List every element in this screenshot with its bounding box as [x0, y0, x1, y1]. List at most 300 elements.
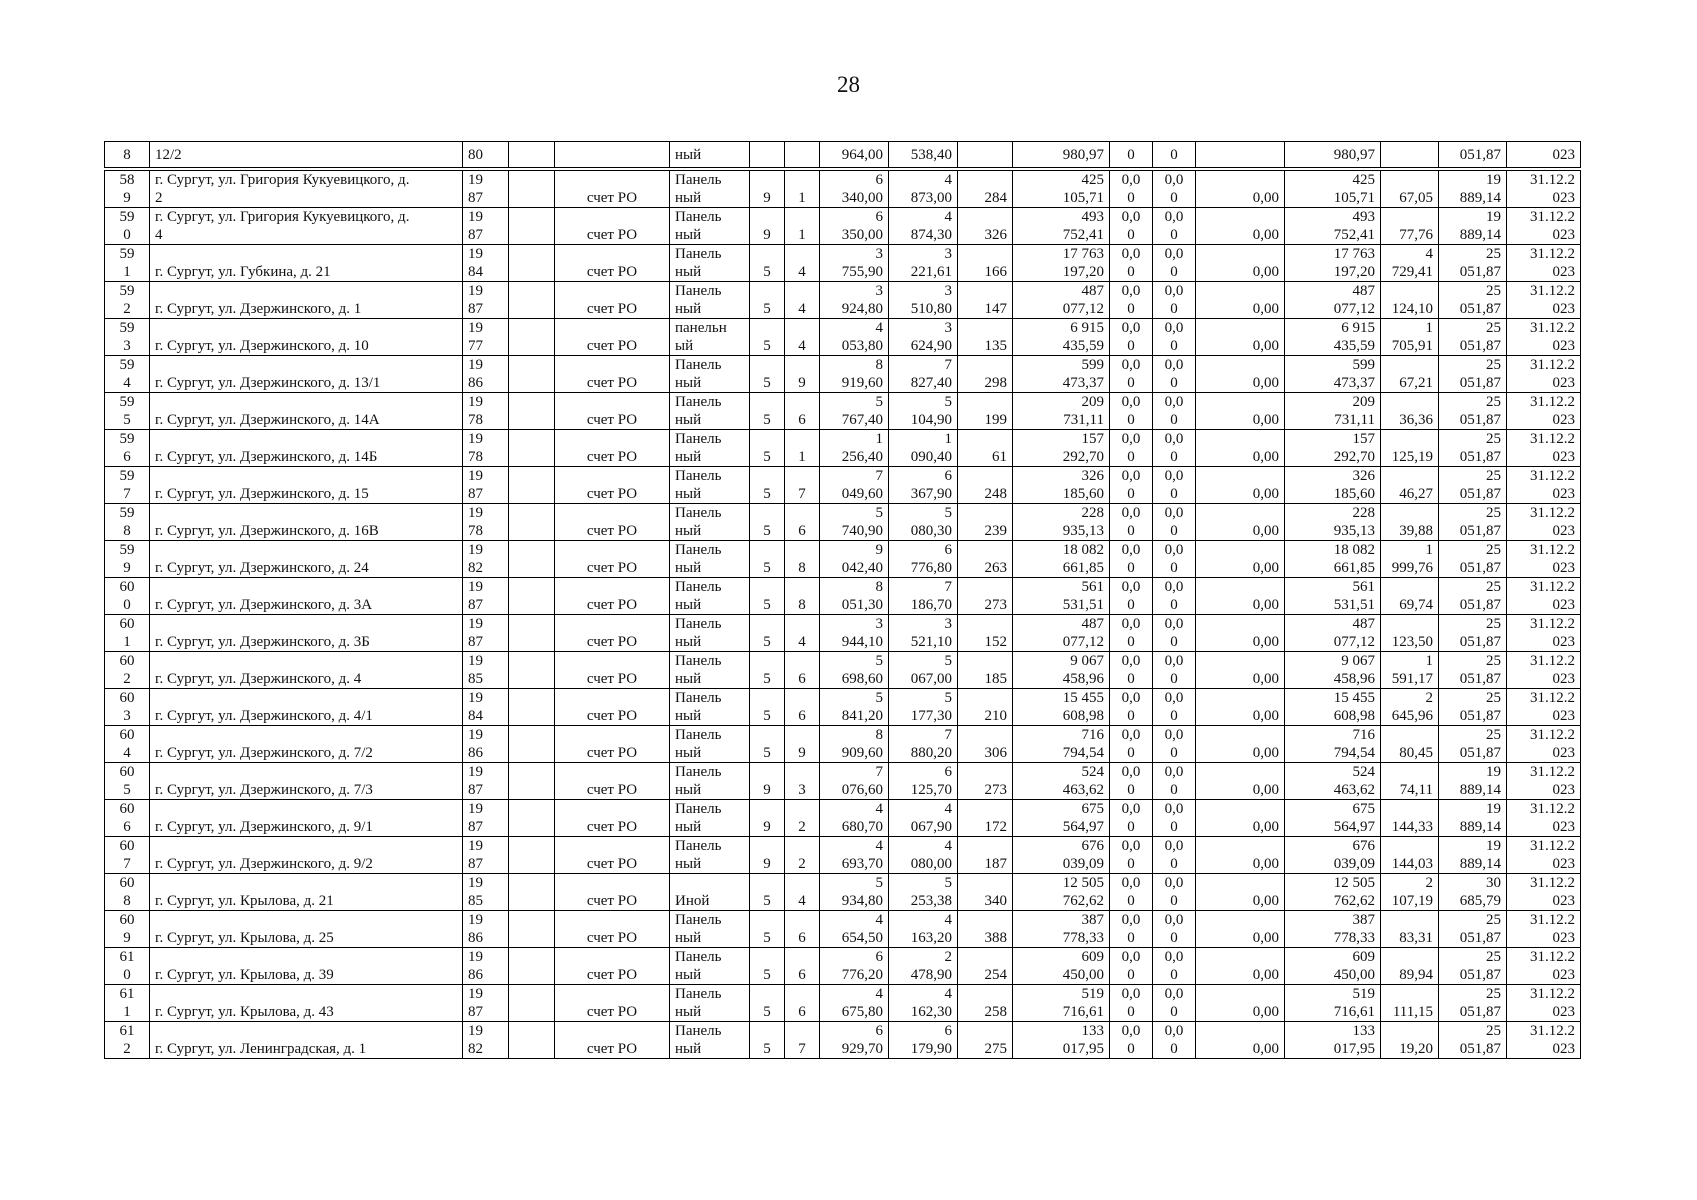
cell-address: г. Сургут, ул. Дзержинского, д. 3А	[150, 578, 463, 615]
cell-cost_owner: 980,97	[1285, 142, 1381, 168]
cell-address: г. Сургут, ул. Дзержинского, д. 14А	[150, 393, 463, 430]
cell-area_living: 5 104,90	[889, 393, 958, 430]
cell-cost_owner: 519 716,61	[1285, 985, 1381, 1022]
cell-material: Панель ный	[670, 282, 750, 319]
cell-c13: 0	[1153, 142, 1196, 168]
cell-c12: 0,0 0	[1110, 171, 1153, 208]
cell-c14: 0,00	[1196, 615, 1285, 652]
cell-area_total: 6 340,00	[820, 171, 889, 208]
table-row	[105, 467, 1581, 504]
cell-floors: 5	[750, 282, 785, 319]
cell-tariff: 25 051,87	[1439, 578, 1507, 615]
cell-deadline: 31.12.2 023	[1507, 504, 1581, 541]
cell-no: 61 2	[105, 1022, 150, 1059]
cell-material: Панель ный	[670, 504, 750, 541]
cell-deadline: 31.12.2 023	[1507, 652, 1581, 689]
cell-deadline: 31.12.2 023	[1507, 171, 1581, 208]
cell-tariff: 25 051,87	[1439, 430, 1507, 467]
cell-cost_total: 675 564,97	[1013, 800, 1110, 837]
cell-deadline: 31.12.2 023	[1507, 467, 1581, 504]
cell-year: 19 87	[463, 615, 509, 652]
cell-cost_owner: 209 731,11	[1285, 393, 1381, 430]
cell-deadline: 31.12.2 023	[1507, 800, 1581, 837]
cell-year: 19 86	[463, 356, 509, 393]
cell-material: ный	[670, 142, 750, 168]
cell-year: 19 77	[463, 319, 509, 356]
cell-floors: 5	[750, 985, 785, 1022]
cell-c14: 0,00	[1196, 208, 1285, 245]
cell-cost_per_m2: 144,03	[1381, 837, 1439, 874]
cell-cost_owner: 326 185,60	[1285, 467, 1381, 504]
cell-material: Панель ный	[670, 763, 750, 800]
cell-deadline: 023	[1507, 142, 1581, 168]
cell-floors: 5	[750, 578, 785, 615]
cell-cost_owner: 675 564,97	[1285, 800, 1381, 837]
cell-floors: 9	[750, 171, 785, 208]
cell-no: 59 0	[105, 208, 150, 245]
cell-area_total: 4 053,80	[820, 319, 889, 356]
cell-area_living: 4 874,30	[889, 208, 958, 245]
cell-entrances: 9	[785, 356, 820, 393]
cell-c14: 0,00	[1196, 874, 1285, 911]
cell-source	[555, 142, 670, 168]
cell-cost_total: 15 455 608,98	[1013, 689, 1110, 726]
cell-c3	[509, 911, 555, 948]
cell-source: счет РО	[555, 319, 670, 356]
cell-tariff: 30 685,79	[1439, 874, 1507, 911]
cell-area_total: 7 076,60	[820, 763, 889, 800]
cell-c12: 0,0 0	[1110, 948, 1153, 985]
cell-cost_owner: 133 017,95	[1285, 1022, 1381, 1059]
cell-area_living: 3 624,90	[889, 319, 958, 356]
cell-deadline: 31.12.2 023	[1507, 393, 1581, 430]
cell-floors: 5	[750, 393, 785, 430]
cell-residents: 284	[958, 171, 1013, 208]
cell-address: г. Сургут, ул. Дзержинского, д. 7/2	[150, 726, 463, 763]
cell-area_living: 6 776,80	[889, 541, 958, 578]
cell-entrances: 9	[785, 726, 820, 763]
cell-c14: 0,00	[1196, 726, 1285, 763]
cell-tariff: 25 051,87	[1439, 948, 1507, 985]
cell-source: счет РО	[555, 874, 670, 911]
cell-c12: 0,0 0	[1110, 467, 1153, 504]
cell-area_total: 5 934,80	[820, 874, 889, 911]
cell-deadline: 31.12.2 023	[1507, 615, 1581, 652]
cell-source: счет РО	[555, 615, 670, 652]
cell-cost_per_m2: 77,76	[1381, 208, 1439, 245]
cell-area_living: 5 177,30	[889, 689, 958, 726]
cell-no: 58 9	[105, 171, 150, 208]
cell-material: Панель ный	[670, 430, 750, 467]
cell-c14: 0,00	[1196, 356, 1285, 393]
cell-area_total: 7 049,60	[820, 467, 889, 504]
cell-cost_per_m2: 89,94	[1381, 948, 1439, 985]
cell-cost_total: 228 935,13	[1013, 504, 1110, 541]
cell-c14	[1196, 142, 1285, 168]
cell-year: 19 86	[463, 911, 509, 948]
cell-deadline: 31.12.2 023	[1507, 874, 1581, 911]
cell-c13: 0,0 0	[1153, 800, 1196, 837]
cell-year: 19 86	[463, 948, 509, 985]
cell-area_living: 4 162,30	[889, 985, 958, 1022]
cell-c12: 0,0 0	[1110, 837, 1153, 874]
cell-cost_owner: 15 455 608,98	[1285, 689, 1381, 726]
cell-residents: 273	[958, 578, 1013, 615]
cell-material: Панель ный	[670, 171, 750, 208]
cell-floors	[750, 142, 785, 168]
cell-source: счет РО	[555, 393, 670, 430]
cell-no: 60 2	[105, 652, 150, 689]
cell-c12: 0,0 0	[1110, 874, 1153, 911]
cell-entrances: 2	[785, 837, 820, 874]
cell-address: г. Сургут, ул. Дзержинского, д. 10	[150, 319, 463, 356]
cell-area_total: 4 693,70	[820, 837, 889, 874]
cell-c13: 0,0 0	[1153, 874, 1196, 911]
cell-source: счет РО	[555, 985, 670, 1022]
cell-material: Панель ный	[670, 985, 750, 1022]
cell-area_total: 5 841,20	[820, 689, 889, 726]
table-row	[105, 874, 1581, 911]
cell-c12: 0,0 0	[1110, 430, 1153, 467]
cell-entrances	[785, 142, 820, 168]
cell-floors: 5	[750, 356, 785, 393]
table-row	[105, 911, 1581, 948]
cell-cost_total: 524 463,62	[1013, 763, 1110, 800]
cell-tariff: 25 051,87	[1439, 504, 1507, 541]
cell-residents: 187	[958, 837, 1013, 874]
cell-address: г. Сургут, ул. Крылова, д. 21	[150, 874, 463, 911]
cell-entrances: 1	[785, 208, 820, 245]
cell-area_total: 3 924,80	[820, 282, 889, 319]
cell-entrances: 8	[785, 578, 820, 615]
cell-entrances: 7	[785, 1022, 820, 1059]
cell-c14: 0,00	[1196, 689, 1285, 726]
cell-c13: 0,0 0	[1153, 393, 1196, 430]
cell-area_living: 6 367,90	[889, 467, 958, 504]
cell-cost_per_m2: 67,05	[1381, 171, 1439, 208]
cell-year: 19 85	[463, 652, 509, 689]
cell-c14: 0,00	[1196, 319, 1285, 356]
cell-tariff: 25 051,87	[1439, 319, 1507, 356]
cell-cost_total: 676 039,09	[1013, 837, 1110, 874]
cell-c12: 0,0 0	[1110, 504, 1153, 541]
cell-area_total: 5 767,40	[820, 393, 889, 430]
cell-entrances: 6	[785, 652, 820, 689]
cell-tariff: 25 051,87	[1439, 726, 1507, 763]
cell-c12: 0,0 0	[1110, 282, 1153, 319]
cell-c3	[509, 874, 555, 911]
cell-source: счет РО	[555, 282, 670, 319]
cell-c14: 0,00	[1196, 430, 1285, 467]
cell-cost_per_m2: 74,11	[1381, 763, 1439, 800]
cell-c14: 0,00	[1196, 652, 1285, 689]
cell-cost_per_m2: 1 591,17	[1381, 652, 1439, 689]
cell-c13: 0,0 0	[1153, 541, 1196, 578]
cell-residents: 152	[958, 615, 1013, 652]
cell-c13: 0,0 0	[1153, 171, 1196, 208]
cell-area_total: 4 675,80	[820, 985, 889, 1022]
cell-cost_owner: 6 915 435,59	[1285, 319, 1381, 356]
cell-c13: 0,0 0	[1153, 467, 1196, 504]
cell-area_living: 7 827,40	[889, 356, 958, 393]
cell-deadline: 31.12.2 023	[1507, 319, 1581, 356]
cell-area_total: 8 919,60	[820, 356, 889, 393]
cell-c3	[509, 837, 555, 874]
cell-source: счет РО	[555, 467, 670, 504]
cell-deadline: 31.12.2 023	[1507, 911, 1581, 948]
cell-cost_total: 487 077,12	[1013, 282, 1110, 319]
table-row	[105, 1022, 1581, 1059]
cell-floors: 5	[750, 652, 785, 689]
cell-c13: 0,0 0	[1153, 430, 1196, 467]
cell-no: 59 7	[105, 467, 150, 504]
cell-c14: 0,00	[1196, 763, 1285, 800]
table-row	[105, 800, 1581, 837]
cell-cost_total: 6 915 435,59	[1013, 319, 1110, 356]
cell-cost_total: 157 292,70	[1013, 430, 1110, 467]
cell-residents: 210	[958, 689, 1013, 726]
cell-c13: 0,0 0	[1153, 504, 1196, 541]
cell-area_living: 6 125,70	[889, 763, 958, 800]
cell-cost_per_m2: 36,36	[1381, 393, 1439, 430]
cell-c3	[509, 763, 555, 800]
cell-c12: 0,0 0	[1110, 208, 1153, 245]
cell-floors: 9	[750, 837, 785, 874]
table-row	[105, 763, 1581, 800]
cell-entrances: 6	[785, 911, 820, 948]
cell-address: г. Сургут, ул. Дзержинского, д. 1	[150, 282, 463, 319]
cell-c14: 0,00	[1196, 985, 1285, 1022]
cell-c3	[509, 948, 555, 985]
cell-c14: 0,00	[1196, 541, 1285, 578]
cell-c13: 0,0 0	[1153, 615, 1196, 652]
cell-entrances: 6	[785, 948, 820, 985]
cell-entrances: 7	[785, 467, 820, 504]
table-row	[105, 689, 1581, 726]
cell-residents: 298	[958, 356, 1013, 393]
cell-residents: 135	[958, 319, 1013, 356]
cell-year: 19 82	[463, 541, 509, 578]
cell-c3	[509, 356, 555, 393]
cell-c14: 0,00	[1196, 837, 1285, 874]
cell-material: Панель ный	[670, 615, 750, 652]
cell-residents: 258	[958, 985, 1013, 1022]
cell-cost_owner: 9 067 458,96	[1285, 652, 1381, 689]
cell-source: счет РО	[555, 208, 670, 245]
cell-c13: 0,0 0	[1153, 763, 1196, 800]
cell-cost_owner: 157 292,70	[1285, 430, 1381, 467]
cell-no: 59 9	[105, 541, 150, 578]
table-row	[105, 837, 1581, 874]
table-row	[105, 985, 1581, 1022]
cell-residents: 326	[958, 208, 1013, 245]
cell-source: счет РО	[555, 948, 670, 985]
cell-cost_total: 980,97	[1013, 142, 1110, 168]
cell-material: Панель ный	[670, 578, 750, 615]
cell-cost_owner: 609 450,00	[1285, 948, 1381, 985]
cell-deadline: 31.12.2 023	[1507, 578, 1581, 615]
cell-c12: 0,0 0	[1110, 800, 1153, 837]
cell-cost_owner: 17 763 197,20	[1285, 245, 1381, 282]
cell-area_total: 4 654,50	[820, 911, 889, 948]
cell-area_total: 4 680,70	[820, 800, 889, 837]
cell-cost_owner: 18 082 661,85	[1285, 541, 1381, 578]
cell-material: Панель ный	[670, 1022, 750, 1059]
cell-cost_total: 493 752,41	[1013, 208, 1110, 245]
cell-deadline: 31.12.2 023	[1507, 245, 1581, 282]
cell-cost_owner: 487 077,12	[1285, 282, 1381, 319]
cell-cost_per_m2: 111,15	[1381, 985, 1439, 1022]
cell-residents: 263	[958, 541, 1013, 578]
cell-c3	[509, 393, 555, 430]
cell-area_living: 7 186,70	[889, 578, 958, 615]
cell-tariff: 25 051,87	[1439, 541, 1507, 578]
cell-entrances: 2	[785, 800, 820, 837]
cell-c12: 0,0 0	[1110, 985, 1153, 1022]
cell-c13: 0,0 0	[1153, 356, 1196, 393]
table-row	[105, 541, 1581, 578]
cell-cost_per_m2	[1381, 142, 1439, 168]
cell-address: г. Сургут, ул. Ленинградская, д. 1	[150, 1022, 463, 1059]
cell-cost_per_m2: 4 729,41	[1381, 245, 1439, 282]
cell-tariff: 19 889,14	[1439, 837, 1507, 874]
table-row	[105, 504, 1581, 541]
cell-year: 19 87	[463, 800, 509, 837]
cell-cost_total: 209 731,11	[1013, 393, 1110, 430]
cell-address: г. Сургут, ул. Крылова, д. 43	[150, 985, 463, 1022]
cell-source: счет РО	[555, 541, 670, 578]
cell-cost_total: 18 082 661,85	[1013, 541, 1110, 578]
cell-area_living: 4 067,90	[889, 800, 958, 837]
cell-c12: 0,0 0	[1110, 763, 1153, 800]
cell-c13: 0,0 0	[1153, 578, 1196, 615]
cell-cost_total: 326 185,60	[1013, 467, 1110, 504]
cell-entrances: 4	[785, 319, 820, 356]
cell-year: 19 87	[463, 282, 509, 319]
cell-c3	[509, 800, 555, 837]
cell-cost_owner: 716 794,54	[1285, 726, 1381, 763]
cell-floors: 5	[750, 541, 785, 578]
cell-c13: 0,0 0	[1153, 1022, 1196, 1059]
table-row	[105, 171, 1581, 208]
cell-floors: 5	[750, 726, 785, 763]
cell-c3	[509, 171, 555, 208]
cell-cost_owner: 228 935,13	[1285, 504, 1381, 541]
cell-floors: 5	[750, 430, 785, 467]
page-number: 28	[837, 72, 860, 97]
cell-cost_per_m2: 67,21	[1381, 356, 1439, 393]
cell-entrances: 4	[785, 282, 820, 319]
cell-c3	[509, 245, 555, 282]
cell-tariff: 25 051,87	[1439, 652, 1507, 689]
cell-c14: 0,00	[1196, 171, 1285, 208]
cell-material: Панель ный	[670, 541, 750, 578]
cell-no: 60 4	[105, 726, 150, 763]
cell-c13: 0,0 0	[1153, 911, 1196, 948]
cell-residents: 254	[958, 948, 1013, 985]
cell-address: г. Сургут, ул. Григория Кукуевицкого, д. 4	[150, 208, 463, 245]
cell-cost_per_m2: 19,20	[1381, 1022, 1439, 1059]
table-row	[105, 245, 1581, 282]
cell-c3	[509, 541, 555, 578]
cell-residents: 147	[958, 282, 1013, 319]
cell-cost_per_m2: 83,31	[1381, 911, 1439, 948]
cell-address: г. Сургут, ул. Дзержинского, д. 3Б	[150, 615, 463, 652]
cell-cost_total: 9 067 458,96	[1013, 652, 1110, 689]
cell-c12: 0,0 0	[1110, 1022, 1153, 1059]
cell-address: г. Сургут, ул. Дзержинского, д. 15	[150, 467, 463, 504]
cell-tariff: 19 889,14	[1439, 171, 1507, 208]
cell-year: 19 85	[463, 874, 509, 911]
cell-entrances: 4	[785, 245, 820, 282]
cell-cost_owner: 524 463,62	[1285, 763, 1381, 800]
cell-deadline: 31.12.2 023	[1507, 689, 1581, 726]
cell-no: 59 2	[105, 282, 150, 319]
cell-residents: 166	[958, 245, 1013, 282]
cell-cost_per_m2: 69,74	[1381, 578, 1439, 615]
cell-cost_total: 387 778,33	[1013, 911, 1110, 948]
table-row	[105, 948, 1581, 985]
cell-material: Панель ный	[670, 245, 750, 282]
cell-tariff: 25 051,87	[1439, 282, 1507, 319]
cell-area_total: 3 755,90	[820, 245, 889, 282]
cell-address: г. Сургут, ул. Григория Кукуевицкого, д. 2	[150, 171, 463, 208]
cell-cost_total: 561 531,51	[1013, 578, 1110, 615]
cell-year: 19 87	[463, 985, 509, 1022]
cell-c12: 0,0 0	[1110, 615, 1153, 652]
cell-no: 60 7	[105, 837, 150, 874]
cell-no: 59 3	[105, 319, 150, 356]
cell-year: 80	[463, 142, 509, 168]
cell-c13: 0,0 0	[1153, 652, 1196, 689]
cell-c12: 0,0 0	[1110, 726, 1153, 763]
cell-cost_total: 599 473,37	[1013, 356, 1110, 393]
cell-cost_per_m2: 123,50	[1381, 615, 1439, 652]
cell-area_total: 5 740,90	[820, 504, 889, 541]
cell-c3	[509, 142, 555, 168]
cell-address: г. Сургут, ул. Крылова, д. 25	[150, 911, 463, 948]
cell-area_living: 6 179,90	[889, 1022, 958, 1059]
cell-no: 60 3	[105, 689, 150, 726]
cell-c13: 0,0 0	[1153, 245, 1196, 282]
cell-deadline: 31.12.2 023	[1507, 837, 1581, 874]
cell-floors: 5	[750, 245, 785, 282]
cell-cost_total: 133 017,95	[1013, 1022, 1110, 1059]
cell-c3	[509, 985, 555, 1022]
cell-year: 19 87	[463, 171, 509, 208]
cell-c12: 0	[1110, 142, 1153, 168]
cell-area_living: 538,40	[889, 142, 958, 168]
cell-source: счет РО	[555, 1022, 670, 1059]
cell-entrances: 3	[785, 763, 820, 800]
table-row	[105, 430, 1581, 467]
cell-residents	[958, 142, 1013, 168]
cell-c12: 0,0 0	[1110, 911, 1153, 948]
cell-area_living: 5 253,38	[889, 874, 958, 911]
cell-no: 59 4	[105, 356, 150, 393]
cell-area_living: 4 873,00	[889, 171, 958, 208]
cell-entrances: 1	[785, 171, 820, 208]
cell-area_total: 5 698,60	[820, 652, 889, 689]
cell-area_living: 1 090,40	[889, 430, 958, 467]
cell-cost_total: 487 077,12	[1013, 615, 1110, 652]
cell-area_living: 4 080,00	[889, 837, 958, 874]
cell-c3	[509, 208, 555, 245]
table-row	[105, 652, 1581, 689]
cell-tariff: 25 051,87	[1439, 356, 1507, 393]
cell-year: 19 87	[463, 208, 509, 245]
cell-no: 60 0	[105, 578, 150, 615]
